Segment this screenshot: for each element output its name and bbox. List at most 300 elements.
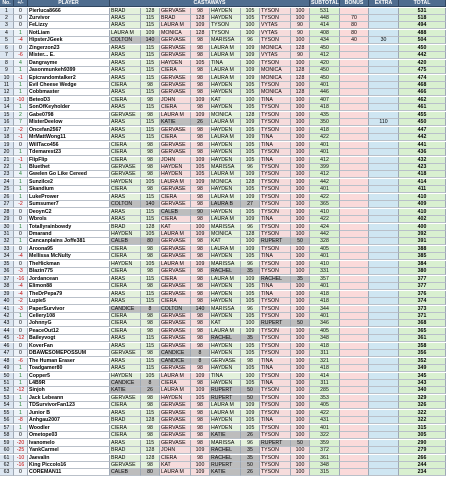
castaway-name[interactable]: TINA (260, 283, 291, 290)
castaway-score[interactable]: 109 (241, 328, 260, 335)
player-name[interactable]: Dmarand (28, 231, 110, 238)
castaway-score[interactable]: 109 (141, 30, 160, 37)
castaway-score[interactable]: 128 (191, 15, 210, 22)
change-cell[interactable]: 0 (14, 15, 28, 22)
rank-cell[interactable]: 56 (0, 417, 14, 424)
castaway-name[interactable]: ARAS (110, 276, 141, 283)
castaway-score[interactable]: 100 (291, 335, 310, 342)
bonus-cell[interactable] (340, 261, 369, 268)
castaway-name[interactable]: ARAS (110, 52, 141, 59)
change-cell[interactable]: 0 (14, 246, 28, 253)
castaway-name[interactable]: KATIE (210, 432, 241, 439)
subtotal-cell[interactable]: 331 (310, 268, 340, 275)
player-name[interactable]: Epicrandomtalker2 (28, 75, 110, 82)
castaway-name[interactable]: TINA (260, 157, 291, 164)
castaway-score[interactable]: 128 (141, 417, 160, 424)
bonus-cell[interactable] (340, 112, 369, 119)
player-name[interactable]: Lupie5 (28, 298, 110, 305)
change-cell[interactable]: -2 (14, 298, 28, 305)
castaway-score[interactable]: 98 (141, 112, 160, 119)
castaway-score[interactable]: 90 (291, 22, 310, 29)
castaway-name[interactable]: GERVASE (160, 253, 191, 260)
subtotal-cell[interactable]: 361 (310, 455, 340, 462)
rank-cell[interactable]: 9 (0, 67, 14, 74)
change-cell[interactable]: 1 (14, 194, 28, 201)
castaway-score[interactable]: 128 (141, 8, 160, 15)
rank-cell[interactable]: 27 (0, 201, 14, 208)
extra-cell[interactable] (369, 380, 399, 387)
castaway-score[interactable]: 100 (291, 380, 310, 387)
castaway-score[interactable]: 98 (191, 343, 210, 350)
table-row[interactable] (0, 60, 452, 67)
bonus-cell[interactable] (340, 395, 369, 402)
castaway-name[interactable]: TYSON (260, 395, 291, 402)
castaway-score[interactable]: 109 (241, 402, 260, 409)
castaway-score[interactable]: 98 (141, 142, 160, 149)
subtotal-cell[interactable]: 401 (310, 425, 340, 432)
extra-cell[interactable] (369, 402, 399, 409)
castaway-name[interactable]: GERVASE (160, 149, 191, 156)
change-cell[interactable]: 0 (14, 328, 28, 335)
total-cell[interactable]: 266 (399, 455, 446, 462)
castaway-name[interactable]: LAURA M (210, 216, 241, 223)
subtotal-cell[interactable]: 446 (310, 89, 340, 96)
table-row[interactable] (0, 216, 452, 223)
castaway-name[interactable]: MONICA (210, 179, 241, 186)
player-name[interactable]: Bluethet (28, 164, 110, 171)
table-row[interactable] (0, 328, 452, 335)
castaway-name[interactable]: LAURA M (110, 30, 141, 37)
castaway-name[interactable]: CIERA (160, 134, 191, 141)
castaway-name[interactable]: CIERA (110, 402, 141, 409)
total-cell[interactable]: 402 (399, 216, 446, 223)
table-row[interactable] (0, 75, 452, 82)
castaway-score[interactable]: 98 (191, 127, 210, 134)
castaway-score[interactable]: 100 (241, 320, 260, 327)
bonus-cell[interactable] (340, 455, 369, 462)
castaway-name[interactable]: LAURA M (210, 52, 241, 59)
castaway-score[interactable]: 26 (241, 469, 260, 476)
castaway-name[interactable]: TINA (260, 134, 291, 141)
castaway-name[interactable]: HAYDEN (210, 209, 241, 216)
total-cell[interactable]: 343 (399, 380, 446, 387)
castaway-score[interactable]: 98 (191, 313, 210, 320)
castaway-name[interactable]: GERVASE (160, 328, 191, 335)
castaway-name[interactable]: KATIE (160, 119, 191, 126)
castaway-score[interactable]: 105 (241, 209, 260, 216)
total-cell[interactable]: 441 (399, 142, 446, 149)
castaway-score[interactable]: 128 (141, 455, 160, 462)
castaway-name[interactable]: RACHEL (210, 268, 241, 275)
table-row[interactable] (0, 246, 452, 253)
castaway-score[interactable]: 100 (291, 231, 310, 238)
extra-cell[interactable] (369, 320, 399, 327)
player-name[interactable]: NotLiam (28, 30, 110, 37)
player-name[interactable]: Copper5 (28, 373, 110, 380)
player-name[interactable]: Dangrayme (28, 60, 110, 67)
castaway-score[interactable]: 98 (191, 149, 210, 156)
castaway-score[interactable]: 105 (241, 425, 260, 432)
castaway-score[interactable]: 98 (141, 164, 160, 171)
player-name[interactable]: Woodler (28, 425, 110, 432)
castaway-name[interactable]: CIERA (110, 186, 141, 193)
rank-cell[interactable]: 12 (0, 89, 14, 96)
castaway-name[interactable]: TYSON (260, 179, 291, 186)
castaway-score[interactable]: 100 (291, 261, 310, 268)
player-name[interactable]: FlipFlip (28, 157, 110, 164)
total-cell[interactable]: 531 (399, 8, 446, 15)
bonus-cell[interactable] (340, 425, 369, 432)
change-cell[interactable]: 1 (14, 373, 28, 380)
subtotal-cell[interactable]: 412 (310, 52, 340, 59)
castaway-score[interactable]: 100 (291, 462, 310, 469)
bonus-cell[interactable] (340, 127, 369, 134)
castaway-score[interactable]: 98 (191, 253, 210, 260)
castaway-score[interactable]: 109 (241, 276, 260, 283)
extra-cell[interactable] (369, 261, 399, 268)
castaway-name[interactable]: ARAS (110, 410, 141, 417)
subtotal-cell[interactable]: 315 (310, 469, 340, 476)
castaway-name[interactable]: TYSON (260, 186, 291, 193)
castaway-name[interactable]: GERVASE (160, 313, 191, 320)
table-row[interactable] (0, 373, 452, 380)
extra-cell[interactable] (369, 253, 399, 260)
castaway-name[interactable]: BRAD (160, 15, 191, 22)
castaway-score[interactable]: 115 (141, 60, 160, 67)
castaway-name[interactable]: TYSON (260, 201, 291, 208)
castaway-name[interactable]: TINA (260, 142, 291, 149)
player-name[interactable]: Zingerzon23 (28, 45, 110, 52)
castaway-name[interactable]: CIERA (160, 194, 191, 201)
castaway-score[interactable]: 98 (191, 238, 210, 245)
table-row[interactable] (0, 469, 452, 476)
rank-cell[interactable]: 46 (0, 343, 14, 350)
extra-cell[interactable] (369, 60, 399, 67)
total-cell[interactable]: 466 (399, 89, 446, 96)
castaway-score[interactable]: 100 (291, 157, 310, 164)
castaway-score[interactable]: 105 (241, 15, 260, 22)
table-row[interactable] (0, 253, 452, 260)
castaway-name[interactable]: TYSON (260, 261, 291, 268)
extra-cell[interactable] (369, 328, 399, 335)
castaway-name[interactable]: LAURA M (210, 246, 241, 253)
castaway-name[interactable]: TINA (210, 60, 241, 67)
total-cell[interactable]: 455 (399, 112, 446, 119)
bonus-cell[interactable] (340, 462, 369, 469)
castaway-score[interactable]: 50 (291, 238, 310, 245)
castaway-score[interactable]: 115 (141, 67, 160, 74)
table-row[interactable] (0, 52, 452, 59)
castaway-score[interactable]: 115 (141, 15, 160, 22)
castaway-score[interactable]: 100 (291, 127, 310, 134)
rank-cell[interactable]: 23 (0, 171, 14, 178)
change-cell[interactable]: 0 (14, 45, 28, 52)
player-name[interactable]: Pierluca8666 (28, 8, 110, 15)
castaway-name[interactable]: ARAS (110, 15, 141, 22)
castaway-score[interactable]: 115 (141, 22, 160, 29)
castaway-name[interactable]: TINA (260, 417, 291, 424)
castaway-score[interactable]: 109 (191, 469, 210, 476)
change-cell[interactable]: -8 (14, 417, 28, 424)
total-cell[interactable]: 305 (399, 432, 446, 439)
castaway-name[interactable]: GERVASE (110, 112, 141, 119)
player-name[interactable]: Oncefan2567 (28, 127, 110, 134)
extra-cell[interactable] (369, 283, 399, 290)
extra-cell[interactable] (369, 417, 399, 424)
castaway-name[interactable]: RUPERT (210, 462, 241, 469)
header-no[interactable]: No. (0, 0, 14, 7)
castaway-name[interactable]: TYSON (260, 455, 291, 462)
castaway-score[interactable]: 109 (191, 157, 210, 164)
castaway-score[interactable]: 98 (191, 298, 210, 305)
total-cell[interactable]: 411 (399, 186, 446, 193)
bonus-cell[interactable] (340, 231, 369, 238)
total-cell[interactable]: 432 (399, 157, 446, 164)
castaway-name[interactable]: GERVASE (160, 432, 191, 439)
extra-cell[interactable] (369, 447, 399, 454)
castaway-score[interactable]: 98 (191, 425, 210, 432)
castaway-score[interactable]: 100 (291, 358, 310, 365)
change-cell[interactable]: 0 (14, 261, 28, 268)
castaway-score[interactable]: 100 (291, 283, 310, 290)
extra-cell[interactable] (369, 224, 399, 231)
castaway-name[interactable]: LAURA M (160, 22, 191, 29)
rank-cell[interactable]: 50 (0, 373, 14, 380)
castaway-score[interactable]: 100 (291, 373, 310, 380)
castaway-name[interactable]: BRAD (110, 455, 141, 462)
castaway-name[interactable]: KATIE (210, 469, 241, 476)
castaway-score[interactable]: 8 (191, 358, 210, 365)
castaway-score[interactable]: 98 (191, 440, 210, 447)
castaway-name[interactable]: LAURA M (210, 119, 241, 126)
castaway-name[interactable]: LAURA M (160, 387, 191, 394)
extra-cell[interactable] (369, 164, 399, 171)
table-row[interactable] (0, 425, 452, 432)
castaway-name[interactable]: JOHN (160, 157, 191, 164)
subtotal-cell[interactable]: 531 (310, 8, 340, 15)
castaway-name[interactable]: GERVASE (160, 417, 191, 424)
rank-cell[interactable]: 3 (0, 22, 14, 29)
total-cell[interactable]: 420 (399, 60, 446, 67)
castaway-name[interactable]: HAYDEN (110, 261, 141, 268)
rank-cell[interactable]: 38 (0, 283, 14, 290)
extra-cell[interactable] (369, 455, 399, 462)
castaway-score[interactable]: 109 (241, 75, 260, 82)
castaway-score[interactable]: 98 (141, 246, 160, 253)
subtotal-cell[interactable]: 407 (310, 97, 340, 104)
castaway-name[interactable]: GERVASE (160, 82, 191, 89)
castaway-score[interactable]: 100 (291, 209, 310, 216)
total-cell[interactable]: 329 (399, 395, 446, 402)
castaway-score[interactable]: 98 (191, 432, 210, 439)
extra-cell[interactable] (369, 201, 399, 208)
change-cell[interactable]: -1 (14, 134, 28, 141)
subtotal-cell[interactable]: 435 (310, 112, 340, 119)
player-name[interactable]: BeteoD3 (28, 97, 110, 104)
extra-cell[interactable] (369, 276, 399, 283)
rank-cell[interactable]: 34 (0, 253, 14, 260)
castaway-name[interactable]: TYSON (260, 373, 291, 380)
castaway-name[interactable]: TYSON (260, 306, 291, 313)
castaway-score[interactable]: 98 (141, 425, 160, 432)
castaway-name[interactable]: ARAS (110, 22, 141, 29)
extra-cell[interactable] (369, 358, 399, 365)
castaway-name[interactable]: CIERA (160, 104, 191, 111)
subtotal-cell[interactable]: 401 (310, 313, 340, 320)
castaway-score[interactable]: 109 (241, 45, 260, 52)
castaway-score[interactable]: 109 (191, 447, 210, 454)
bonus-cell[interactable]: 70 (340, 15, 369, 22)
total-cell[interactable]: 349 (399, 365, 446, 372)
bonus-cell[interactable] (340, 75, 369, 82)
castaway-name[interactable]: ARAS (110, 104, 141, 111)
castaway-score[interactable]: 98 (141, 186, 160, 193)
castaway-score[interactable]: 8 (141, 380, 160, 387)
castaway-score[interactable]: 100 (291, 171, 310, 178)
rank-cell[interactable]: 45 (0, 335, 14, 342)
rank-cell[interactable]: 47 (0, 350, 14, 357)
castaway-name[interactable]: GERVASE (160, 37, 191, 44)
castaway-score[interactable]: 100 (241, 22, 260, 29)
table-row[interactable] (0, 298, 452, 305)
change-cell[interactable]: 7 (14, 119, 28, 126)
table-row[interactable] (0, 276, 452, 283)
rank-cell[interactable]: 40 (0, 298, 14, 305)
castaway-score[interactable]: 105 (241, 417, 260, 424)
rank-cell[interactable]: 18 (0, 134, 14, 141)
castaway-name[interactable]: ARAS (110, 298, 141, 305)
subtotal-cell[interactable]: 401 (310, 253, 340, 260)
player-name[interactable]: Jack Lebeann (28, 395, 110, 402)
extra-cell[interactable]: 30 (369, 37, 399, 44)
castaway-score[interactable]: 96 (241, 306, 260, 313)
change-cell[interactable]: 0 (14, 432, 28, 439)
castaway-score[interactable]: 128 (241, 112, 260, 119)
player-name[interactable]: Wbrols (28, 216, 110, 223)
castaway-name[interactable]: TYSON (260, 462, 291, 469)
subtotal-cell[interactable]: 418 (310, 127, 340, 134)
castaway-score[interactable]: 109 (241, 410, 260, 417)
castaway-name[interactable]: MONICA (210, 231, 241, 238)
change-cell[interactable]: 0 (14, 8, 28, 15)
castaway-name[interactable]: GERVASE (160, 425, 191, 432)
castaway-score[interactable]: 115 (141, 194, 160, 201)
castaway-name[interactable]: CIERA (160, 276, 191, 283)
castaway-name[interactable]: KAT (160, 224, 191, 231)
total-cell[interactable]: 392 (399, 231, 446, 238)
castaway-name[interactable]: TINA (260, 358, 291, 365)
bonus-cell[interactable] (340, 164, 369, 171)
castaway-score[interactable]: 100 (291, 142, 310, 149)
castaway-score[interactable]: 100 (191, 224, 210, 231)
change-cell[interactable]: 1 (14, 89, 28, 96)
castaway-score[interactable]: 98 (141, 253, 160, 260)
subtotal-cell[interactable]: 405 (310, 328, 340, 335)
castaway-score[interactable]: 100 (291, 306, 310, 313)
table-row[interactable] (0, 209, 452, 216)
castaway-name[interactable]: MONICA (210, 112, 241, 119)
castaway-score[interactable]: 115 (141, 52, 160, 59)
castaway-name[interactable]: GERVASE (160, 45, 191, 52)
castaway-name[interactable]: HAYDEN (210, 425, 241, 432)
total-cell[interactable]: 315 (399, 425, 446, 432)
rank-cell[interactable]: 25 (0, 186, 14, 193)
castaway-name[interactable]: HAYDEN (110, 179, 141, 186)
castaway-name[interactable]: HAYDEN (210, 350, 241, 357)
castaway-name[interactable]: COLTON (110, 201, 141, 208)
subtotal-cell[interactable]: 348 (310, 462, 340, 469)
castaway-name[interactable]: MONICA (160, 30, 191, 37)
change-cell[interactable]: -25 (14, 447, 28, 454)
table-row[interactable] (0, 127, 452, 134)
castaway-score[interactable]: 100 (291, 328, 310, 335)
total-cell[interactable]: 358 (399, 343, 446, 350)
castaway-score[interactable]: 100 (291, 387, 310, 394)
castaway-name[interactable]: HAYDEN (210, 8, 241, 15)
castaway-name[interactable]: GERVASE (110, 395, 141, 402)
castaway-score[interactable]: 109 (241, 67, 260, 74)
castaway-score[interactable]: 100 (291, 8, 310, 15)
subtotal-cell[interactable]: 311 (310, 380, 340, 387)
extra-cell[interactable] (369, 365, 399, 372)
subtotal-cell[interactable]: 410 (310, 209, 340, 216)
table-row[interactable] (0, 179, 452, 186)
castaway-name[interactable]: GERVASE (160, 75, 191, 82)
bonus-cell[interactable] (340, 171, 369, 178)
castaway-score[interactable]: 100 (291, 179, 310, 186)
castaway-name[interactable]: HAYDEN (210, 157, 241, 164)
change-cell[interactable]: 0 (14, 343, 28, 350)
bonus-cell[interactable] (340, 186, 369, 193)
castaway-score[interactable]: 128 (141, 224, 160, 231)
table-row[interactable] (0, 261, 452, 268)
castaway-name[interactable]: TINA (260, 380, 291, 387)
table-row[interactable] (0, 462, 452, 469)
castaway-score[interactable]: 98 (141, 97, 160, 104)
change-cell[interactable]: 1 (14, 186, 28, 193)
castaway-score[interactable]: 98 (191, 45, 210, 52)
extra-cell[interactable] (369, 291, 399, 298)
subtotal-cell[interactable]: 401 (310, 82, 340, 89)
castaway-name[interactable]: HAYDEN (210, 313, 241, 320)
change-cell[interactable]: 1 (14, 365, 28, 372)
castaway-score[interactable]: 96 (241, 261, 260, 268)
castaway-name[interactable]: ARAS (110, 335, 141, 342)
total-cell[interactable]: 322 (399, 417, 446, 424)
extra-cell[interactable] (369, 209, 399, 216)
bonus-cell[interactable] (340, 447, 369, 454)
castaway-name[interactable]: CIERA (160, 216, 191, 223)
castaway-score[interactable]: 90 (191, 209, 210, 216)
rank-cell[interactable]: 35 (0, 261, 14, 268)
subtotal-cell[interactable]: 418 (310, 291, 340, 298)
bonus-cell[interactable] (340, 8, 369, 15)
rank-cell[interactable]: 15 (0, 112, 14, 119)
change-cell[interactable]: -3 (14, 268, 28, 275)
rank-cell[interactable]: 5 (0, 37, 14, 44)
castaway-name[interactable]: TYSON (260, 15, 291, 22)
rank-cell[interactable]: 58 (0, 432, 14, 439)
castaway-score[interactable]: 100 (291, 216, 310, 223)
castaway-score[interactable]: 98 (191, 417, 210, 424)
rank-cell[interactable]: 20 (0, 149, 14, 156)
castaway-name[interactable]: TYSON (260, 387, 291, 394)
castaway-score[interactable]: 98 (141, 149, 160, 156)
castaway-name[interactable]: MARISSA (210, 440, 241, 447)
rank-cell[interactable]: 32 (0, 238, 14, 245)
table-row[interactable] (0, 313, 452, 320)
castaway-name[interactable]: TYSON (260, 425, 291, 432)
